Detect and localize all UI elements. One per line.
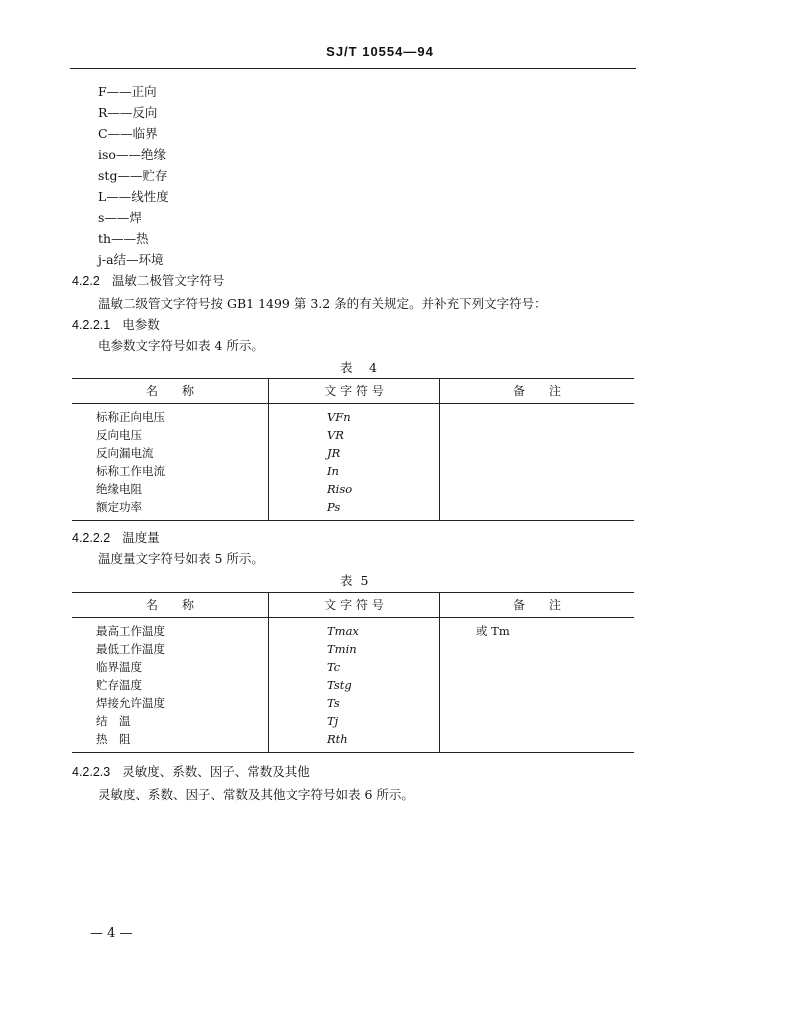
table-5: [72, 592, 634, 753]
table-cell-name: 绝缘电阻: [96, 482, 142, 496]
table-cell-symbol: VR: [327, 428, 344, 442]
section-heading-4-2-2-3: [72, 762, 310, 780]
table-cell-name: 额定功率: [96, 500, 142, 514]
table-cell-symbol: Ts: [327, 696, 340, 710]
table-cell-symbol: Tstg: [327, 678, 352, 692]
section-number: 4.2.2.3: [72, 765, 111, 779]
table-cell-symbol: Tj: [327, 714, 339, 728]
table-cell-symbol: Tc: [327, 660, 341, 674]
paragraph-4-2-2: 温敏二级管文字符号按 GB1 1499 第 3.2 条的有关规定。并补充下列文字符号：: [98, 296, 547, 311]
table-cell-name: 反向漏电流: [96, 446, 154, 460]
table-cell-name: 标称工作电流: [96, 464, 165, 478]
section-title: 温度量: [122, 530, 160, 545]
table-4: [72, 378, 634, 521]
abbreviation-item: j-a结—环境: [98, 252, 164, 267]
table-cell-name: 最高工作温度: [96, 624, 165, 638]
symbol-column: [269, 404, 440, 520]
abbreviation-item: iso——绝缘: [98, 147, 166, 162]
table-cell-symbol: Riso: [327, 482, 353, 496]
header-symbol: 文 字 符 号: [269, 379, 440, 403]
table-cell-name: 最低工作温度: [96, 642, 165, 656]
table-cell-symbol: Tmax: [327, 624, 359, 638]
table-cell-name: 焊接允许温度: [96, 696, 165, 710]
section-title: 灵敏度、系数、因子、常数及其他: [122, 764, 310, 779]
abbreviation-item: R——反向: [98, 105, 158, 120]
table-cell-note: [440, 408, 634, 426]
table-5-caption: 表 5: [340, 573, 371, 588]
abbreviation-item: stg——贮存: [98, 168, 168, 183]
section-title: 电参数: [122, 317, 160, 332]
header-note: 备 注: [512, 384, 561, 398]
table-4-caption: 表 4: [340, 360, 379, 375]
table-cell-name: 贮存温度: [96, 678, 142, 692]
table-cell-symbol: VFn: [327, 410, 351, 424]
note-column: [440, 618, 634, 752]
section-number: 4.2.2.1: [72, 318, 111, 332]
table-body: [72, 404, 634, 520]
header-name: 名 称: [72, 379, 269, 403]
abbreviation-item: th——热: [98, 231, 149, 246]
table-body: [72, 618, 634, 752]
paragraph-4-2-2-1: 电参数文字符号如表 4 所示。: [98, 338, 264, 353]
header-code: SJ/T 10554—94: [326, 44, 434, 59]
table-cell-symbol: Rth: [327, 732, 348, 746]
abbreviation-item: s——焊: [98, 210, 142, 225]
table-header: [72, 593, 634, 618]
header-note: 备 注: [512, 598, 561, 612]
table-cell-name: 临界温度: [96, 660, 142, 674]
section-heading-4-2-2-1: [72, 315, 160, 333]
table-cell-symbol: In: [327, 464, 339, 478]
section-title: 温敏二极管文字符号: [111, 273, 225, 288]
paragraph-4-2-2-3: 灵敏度、系数、因子、常数及其他文字符号如表 6 所示。: [98, 787, 414, 802]
abbreviation-item: C——临界: [98, 126, 158, 141]
table-cell-note: 或 Tm: [476, 624, 510, 638]
section-heading-4-2-2: [72, 271, 224, 289]
header-symbol: 文 字 符 号: [269, 593, 440, 617]
paragraph-4-2-2-2: 温度量文字符号如表 5 所示。: [98, 551, 264, 566]
name-column: [72, 618, 269, 752]
page-number: — 4 —: [90, 926, 133, 941]
table-cell-symbol: Tmin: [327, 642, 357, 656]
table-cell-symbol: Ps: [327, 500, 341, 514]
symbol-column: [269, 618, 440, 752]
abbreviation-list: [98, 81, 169, 270]
header-rule: [70, 68, 636, 69]
header-name: 名 称: [72, 593, 269, 617]
table-cell-name: 结 温: [96, 714, 131, 728]
table-cell-name: 反向电压: [96, 428, 142, 442]
table-cell-name: 热 阻: [96, 732, 131, 746]
name-column: [72, 404, 269, 520]
table-cell-symbol: JR: [327, 446, 341, 460]
table-cell-name: 标称正向电压: [96, 410, 165, 424]
section-number: 4.2.2: [72, 274, 100, 288]
section-heading-4-2-2-2: [72, 528, 160, 546]
table-header: [72, 379, 634, 404]
abbreviation-item: L——线性度: [98, 189, 169, 204]
section-number: 4.2.2.2: [72, 531, 111, 545]
abbreviation-item: F——正向: [98, 84, 157, 99]
note-column: [440, 404, 634, 520]
